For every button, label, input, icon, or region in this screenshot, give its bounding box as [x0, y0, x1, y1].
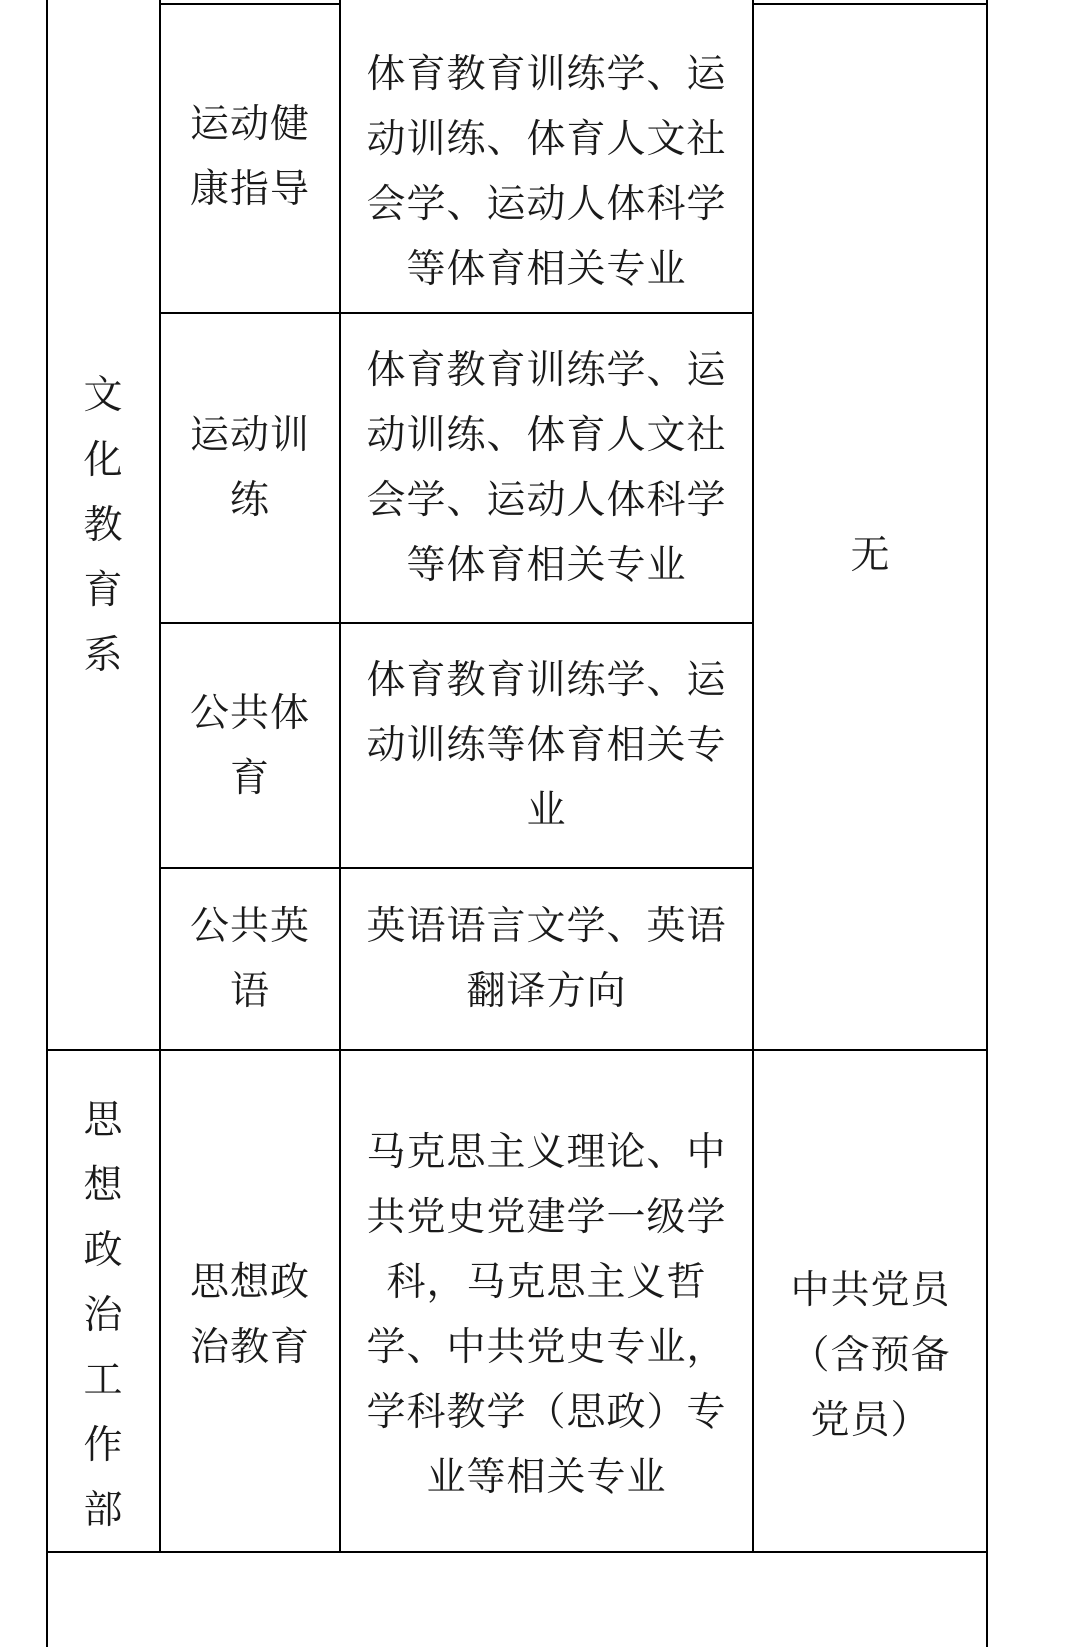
course-cell: [160, 868, 340, 1050]
department-cell: [47, 0, 160, 1050]
major-text: 体育教育训练学、运动训练、体育人文社会学、运动人体科学等体育相关专业: [366, 51, 727, 292]
course-cell: [160, 313, 340, 623]
major-cell: [340, 0, 753, 313]
table-border: [752, 0, 754, 1552]
major-text: 马克思主义理论、中共党史党建学一级学科，马克思主义哲学、中共党史专业，学科教学（思政）专业等相关专业: [366, 1130, 727, 1500]
table-border: [160, 312, 753, 314]
course-name: 思想政治教育: [189, 1260, 310, 1370]
requirement-cell: [753, 0, 988, 1110]
table-border: [753, 3, 987, 5]
course-cell: [160, 1050, 340, 1550]
table-border: [986, 0, 988, 1647]
course-cell: [160, 0, 340, 313]
department-name: 思想政治工作部: [83, 1097, 124, 1533]
table-border: [339, 0, 341, 1552]
department-cell: [47, 1050, 160, 1550]
requirement-text: 无: [850, 532, 891, 578]
course-name: 公共体育: [189, 690, 310, 801]
course-cell: [160, 623, 340, 868]
major-cell: [340, 1050, 753, 1550]
table-border: [46, 1551, 987, 1553]
table-border: [160, 622, 753, 624]
table-border: [160, 3, 340, 5]
requirement-cell: [753, 1050, 988, 1630]
requirement-text: 中共党员（含预备党员）: [790, 1267, 951, 1443]
major-text: 英语语言文学、英语翻译方向: [366, 904, 727, 1014]
table-border: [46, 1049, 987, 1051]
table-border: [159, 0, 161, 1552]
department-name: 文化教育系: [83, 372, 124, 678]
table-border: [160, 867, 753, 869]
course-name: 运动训练: [189, 413, 310, 523]
major-text: 体育教育训练学、运动训练等体育相关专业: [366, 658, 727, 833]
major-cell: [340, 313, 753, 623]
course-name: 公共英语: [189, 904, 310, 1014]
major-text: 体育教育训练学、运动训练、体育人文社会学、运动人体科学等体育相关专业: [366, 348, 727, 588]
major-cell: [340, 623, 753, 868]
course-name: 运动健康指导: [189, 101, 310, 212]
major-cell: [340, 868, 753, 1050]
table-border: [46, 0, 48, 1647]
